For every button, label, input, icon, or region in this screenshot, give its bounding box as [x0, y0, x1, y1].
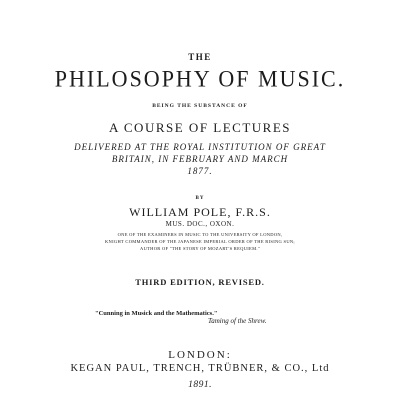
epigraph-quote: "Cunning in Musick and the Mathematics." — [95, 310, 218, 317]
subtitle-lead: BEING THE SUBSTANCE OF — [152, 103, 248, 109]
book-title: PHILOSOPHY OF MUSIC. — [54, 65, 346, 92]
edition-statement: THIRD EDITION, REVISED. — [135, 277, 265, 287]
author-name: WILLIAM POLE, F.R.S. — [129, 205, 271, 219]
subtitle-course: A COURSE OF LECTURES — [108, 120, 292, 135]
publication-year: 1891. — [188, 380, 212, 390]
delivery-line-2: BRITAIN, IN FEBRUARY AND MARCH — [111, 154, 289, 164]
author-credential-2: KNIGHT COMMANDER OF THE JAPANESE IMPERIAL ORDER OF THE RISING SUN; — [105, 239, 295, 244]
author-credential-1: ONE OF THE EXAMINERS IN MUSIC TO THE UNIVERSITY OF LONDON, — [117, 232, 283, 237]
publication-place: LONDON: — [168, 349, 232, 361]
publisher-name: KEGAN PAUL, TRENCH, TRÜBNER, & CO., Ltd — [70, 363, 330, 374]
delivery-year: 1877. — [187, 166, 213, 176]
author-degree: MUS. DOC., OXON. — [165, 220, 235, 228]
by-label: BY — [195, 196, 205, 201]
epigraph-source: Taming of the Shrew. — [208, 317, 267, 325]
author-credential-3: AUTHOR OF "THE STORY OF MOZART'S REQUIEM." — [140, 246, 260, 251]
delivery-line-1: DELIVERED AT THE ROYAL INSTITUTION OF GREAT — [74, 142, 326, 152]
title-article: THE — [188, 52, 212, 62]
